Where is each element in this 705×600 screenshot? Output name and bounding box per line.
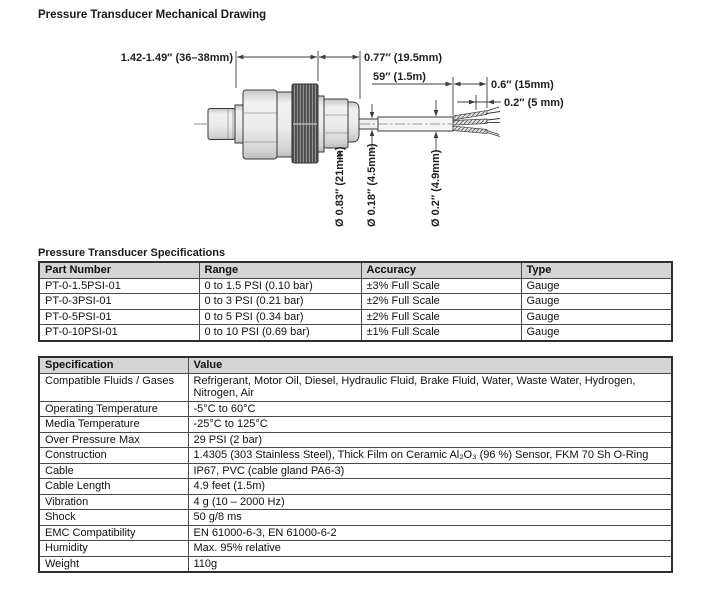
table-cell: EMC Compatibility <box>39 525 188 541</box>
table-cell: ±2% Full Scale <box>361 309 521 325</box>
table-cell: PT-0-10PSI-01 <box>39 325 199 341</box>
table-cell: Media Temperature <box>39 417 188 433</box>
table-cell: Refrigerant, Motor Oil, Diesel, Hydraulic Fluid, Brake Fluid, Water, Waste Water, Hydrogen, Nitrogen, Air <box>188 373 672 401</box>
table-cell: 4.9 feet (1.5m) <box>188 479 672 495</box>
table-cell: Gauge <box>521 309 672 325</box>
table-cell: 1.4305 (303 Stainless Steel), Thick Film on Ceramic Al₂O₃ (96 %) Sensor, FKM 70 Sh O-Ring <box>188 448 672 464</box>
page-title: Pressure Transducer Mechanical Drawing <box>38 9 267 21</box>
table-cell: -25°C to 125°C <box>188 417 672 433</box>
table-cell: PT-0-5PSI-01 <box>39 309 199 325</box>
table-cell: 50 g/8 ms <box>188 510 672 526</box>
column-header: Type <box>521 262 672 278</box>
dim-label-dia-body: Ø 0.83″ (21mm) <box>334 146 346 227</box>
dim-label-tip-length: 0.2″ (5 mm) <box>504 97 564 109</box>
body-cylinder <box>277 92 292 157</box>
table-cell: EN 61000-6-3, EN 61000-6-2 <box>188 525 672 541</box>
gland-cap <box>348 102 359 142</box>
table-cell: Shock <box>39 510 188 526</box>
table-row <box>39 417 672 433</box>
column-header: Part Number <box>39 262 199 278</box>
table-cell: Compatible Fluids / Gases <box>39 373 188 401</box>
table-cell: PT-0-1.5PSI-01 <box>39 278 199 294</box>
pressure-port-stud <box>208 109 235 140</box>
column-header: Value <box>188 357 672 373</box>
table-cell: ±2% Full Scale <box>361 294 521 310</box>
wire-tips <box>487 107 500 137</box>
table-row <box>39 448 672 464</box>
column-header: Specification <box>39 357 188 373</box>
table-cell: 4 g (10 – 2000 Hz) <box>188 494 672 510</box>
stripped-wires <box>453 111 487 134</box>
table-cell: Gauge <box>521 325 672 341</box>
dim-label-dia-cable: Ø 0.2″ (4.9mm) <box>430 149 442 227</box>
table-cell: Construction <box>39 448 188 464</box>
table-cell: PT-0-3PSI-01 <box>39 294 199 310</box>
table-row <box>39 294 672 310</box>
detail-table <box>38 356 673 573</box>
dim-label-dia-tube: Ø 0.18″ (4.5mm) <box>366 143 378 227</box>
table-row <box>39 278 672 294</box>
table-row <box>39 556 672 572</box>
spec-table-header-row <box>39 262 672 278</box>
spec-table-title: Pressure Transducer Specifications <box>38 247 226 259</box>
dim-label-cable-length: 59″ (1.5m) <box>373 71 426 83</box>
table-row <box>39 373 672 401</box>
table-cell: ±1% Full Scale <box>361 325 521 341</box>
gland-collar <box>318 96 324 152</box>
cable-gland-nut <box>324 99 348 148</box>
table-cell: Cable Length <box>39 479 188 495</box>
table-cell: -5°C to 60°C <box>188 401 672 417</box>
port-collar <box>235 105 243 143</box>
dim-label-strip-length: 0.6″ (15mm) <box>491 79 554 91</box>
dim-label-body-length: 1.42-1.49″ (36–38mm) <box>120 52 233 64</box>
table-row <box>39 494 672 510</box>
table-cell: 110g <box>188 556 672 572</box>
table-cell: IP67, PVC (cable gland PA6-3) <box>188 463 672 479</box>
table-cell: 0 to 3 PSI (0.21 bar) <box>199 294 361 310</box>
table-row <box>39 432 672 448</box>
dim-label-front-length: 0.77″ (19.5mm) <box>364 52 443 64</box>
detail-table-header-row <box>39 357 672 373</box>
table-row <box>39 541 672 557</box>
table-row <box>39 510 672 526</box>
table-cell: Vibration <box>39 494 188 510</box>
table-cell: Cable <box>39 463 188 479</box>
table-row <box>39 401 672 417</box>
column-header: Accuracy <box>361 262 521 278</box>
table-cell: 0 to 5 PSI (0.34 bar) <box>199 309 361 325</box>
hex-nut <box>243 90 277 159</box>
column-header: Range <box>199 262 361 278</box>
table-cell: Over Pressure Max <box>39 432 188 448</box>
table-cell: ±3% Full Scale <box>361 278 521 294</box>
table-cell: Gauge <box>521 294 672 310</box>
table-row <box>39 325 672 341</box>
table-row <box>39 309 672 325</box>
table-cell: Weight <box>39 556 188 572</box>
table-row <box>39 525 672 541</box>
table-row <box>39 463 672 479</box>
table-cell: 0 to 10 PSI (0.69 bar) <box>199 325 361 341</box>
table-cell: Gauge <box>521 278 672 294</box>
table-cell: Humidity <box>39 541 188 557</box>
spec-table <box>38 261 673 342</box>
table-cell: Max. 95% relative <box>188 541 672 557</box>
table-cell: 29 PSI (2 bar) <box>188 432 672 448</box>
mechanical-drawing <box>0 0 705 245</box>
table-cell: Operating Temperature <box>39 401 188 417</box>
table-cell: 0 to 1.5 PSI (0.10 bar) <box>199 278 361 294</box>
table-row <box>39 479 672 495</box>
